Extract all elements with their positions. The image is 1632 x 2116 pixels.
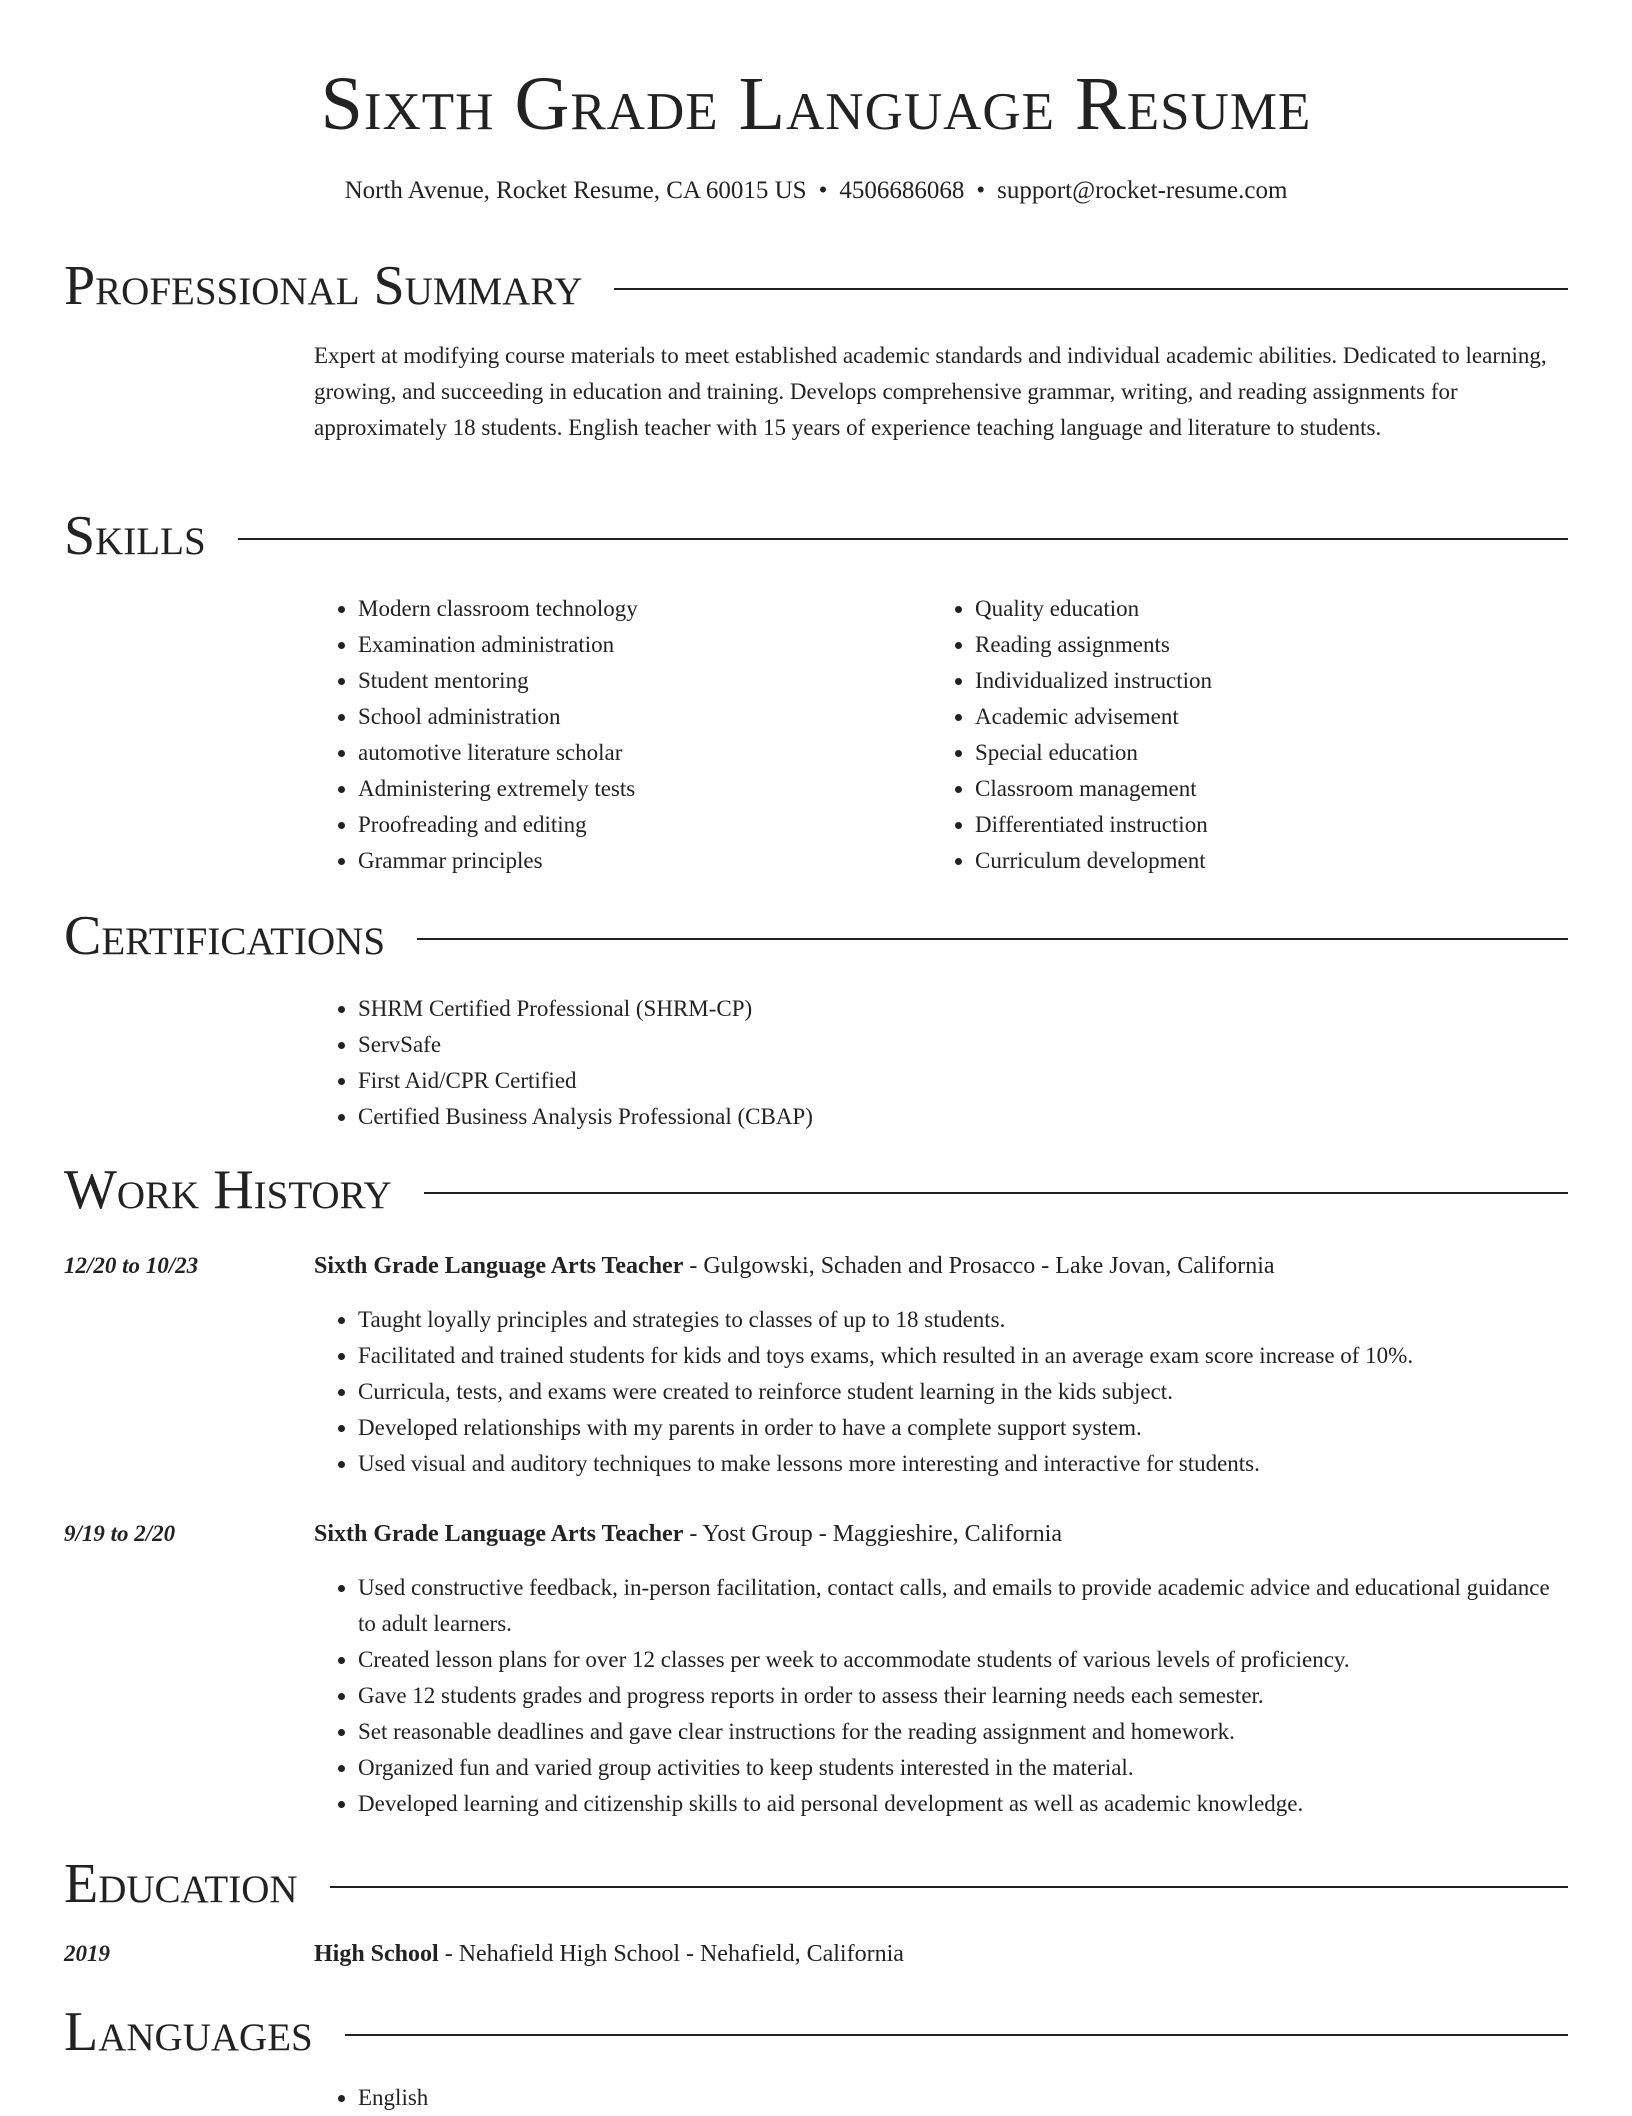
job-dates: 12/20 to 10/23 xyxy=(64,1253,199,1278)
job-title-line xyxy=(314,1516,1568,1552)
education-school: - Nehafield High School - Nehafield, California xyxy=(438,1941,904,1967)
section-title-certifications: Certifications xyxy=(64,905,386,967)
education-degree: High School xyxy=(314,1941,439,1967)
certification-item: • Certified Business Analysis Professional (CBAP) xyxy=(358,1099,1558,1135)
job-role: Sixth Grade Language Arts Teacher xyxy=(314,1521,684,1547)
job-duties-list xyxy=(314,1302,1568,1482)
skill-item: • Individualized instruction xyxy=(975,663,1575,699)
section-divider xyxy=(614,288,1568,290)
section-header-summary xyxy=(64,256,1568,316)
job-employer: - Gulgowski, Schaden and Prosacco - Lake Jovan, California xyxy=(683,1253,1275,1279)
section-header-skills xyxy=(64,506,1568,566)
job-duty-item: • Curricula, tests, and exams were created to reinforce student learning in the kids subject. xyxy=(358,1374,1568,1410)
section-title-summary: Professional Summary xyxy=(64,255,583,317)
section-title-skills: Skills xyxy=(64,505,206,567)
skill-item: • School administration xyxy=(358,699,918,735)
skill-item: • Modern classroom technology xyxy=(358,591,918,627)
job-duty-item: • Gave 12 students grades and progress reports in order to assess their learning needs each semester. xyxy=(358,1678,1568,1714)
languages-list xyxy=(314,2080,958,2116)
skill-item: • Classroom management xyxy=(975,771,1575,807)
certification-item: • First Aid/CPR Certified xyxy=(358,1063,1558,1099)
job-role: Sixth Grade Language Arts Teacher xyxy=(314,1253,684,1279)
section-title-education: Education xyxy=(64,1853,298,1915)
education-year: 2019 xyxy=(64,1941,110,1966)
skill-item: • Differentiated instruction xyxy=(975,807,1575,843)
section-header-work-history xyxy=(64,1160,1568,1220)
skill-item: • Quality education xyxy=(975,591,1575,627)
skill-item: • Administering extremely tests xyxy=(358,771,918,807)
resume-title: Sixth Grade Language Resume xyxy=(320,62,1312,146)
job-duty-item: • Used visual and auditory techniques to make lessons more interesting and interactive for students. xyxy=(358,1446,1568,1482)
education-line xyxy=(314,1936,1568,1972)
job-title-line xyxy=(314,1248,1568,1284)
skill-item: • Examination administration xyxy=(358,627,918,663)
job-duties-list xyxy=(314,1570,1568,1822)
section-header-education xyxy=(64,1854,1568,1914)
contact-address: North Avenue, Rocket Resume, CA 60015 US xyxy=(344,177,807,204)
skill-item: • Proofreading and editing xyxy=(358,807,918,843)
job-employer: - Yost Group - Maggieshire, California xyxy=(683,1521,1062,1547)
job-duty-item: • Set reasonable deadlines and gave clear instructions for the reading assignment and homework. xyxy=(358,1714,1568,1750)
skill-item: • Grammar principles xyxy=(358,843,918,879)
skills-list-right xyxy=(931,591,1575,879)
contact-line xyxy=(0,174,1632,208)
section-title-languages: Languages xyxy=(64,2001,313,2063)
section-divider xyxy=(330,1886,1568,1888)
job-duty-item: • Facilitated and trained students for kids and toys exams, which resulted in an average exam score increase of 10%. xyxy=(358,1338,1568,1374)
contact-phone: 4506686068 xyxy=(839,177,965,204)
skill-item: • Reading assignments xyxy=(975,627,1575,663)
section-divider xyxy=(238,538,1568,540)
section-divider xyxy=(345,2034,1568,2036)
certification-item: • ServSafe xyxy=(358,1027,1558,1063)
job-duty-item: • Used constructive feedback, in-person facilitation, contact calls, and emails to provide academic advice and educational guidance to adult learners. xyxy=(358,1570,1568,1642)
section-divider xyxy=(424,1192,1568,1194)
certifications-list xyxy=(314,991,1558,1135)
job-duty-item: • Developed learning and citizenship skills to aid personal development as well as academic knowledge. xyxy=(358,1786,1568,1822)
skill-item: • Special education xyxy=(975,735,1575,771)
certification-item: • SHRM Certified Professional (SHRM-CP) xyxy=(358,991,1558,1027)
skill-item: • Curriculum development xyxy=(975,843,1575,879)
summary-text: Expert at modifying course materials to meet established academic standards and individual academic abilities. Dedicated to learning, growing, and succeeding in education and training. Develops comprehensive grammar, writing, and reading assignments for approximately 18 students. English teacher with 15 years of experience teaching language and literature to students. xyxy=(314,343,1547,440)
section-header-certifications xyxy=(64,906,1568,966)
contact-separator: • xyxy=(976,177,986,204)
skill-item: • automotive literature scholar xyxy=(358,735,918,771)
section-title-work-history: Work History xyxy=(64,1159,392,1221)
job-dates: 9/19 to 2/20 xyxy=(64,1521,176,1546)
contact-email: support@rocket-resume.com xyxy=(997,177,1288,204)
language-item: • English xyxy=(358,2080,958,2116)
section-divider xyxy=(417,938,1568,940)
job-duty-item: • Organized fun and varied group activities to keep students interested in the material. xyxy=(358,1750,1568,1786)
section-header-languages xyxy=(64,2002,1568,2062)
job-duty-item: • Created lesson plans for over 12 classes per week to accommodate students of various levels of proficiency. xyxy=(358,1642,1568,1678)
job-duty-item: • Taught loyally principles and strategies to classes of up to 18 students. xyxy=(358,1302,1568,1338)
contact-separator: • xyxy=(818,177,828,204)
skill-item: • Student mentoring xyxy=(358,663,918,699)
skill-item: • Academic advisement xyxy=(975,699,1575,735)
job-duty-item: • Developed relationships with my parents in order to have a complete support system. xyxy=(358,1410,1568,1446)
skills-list-left xyxy=(314,591,918,879)
